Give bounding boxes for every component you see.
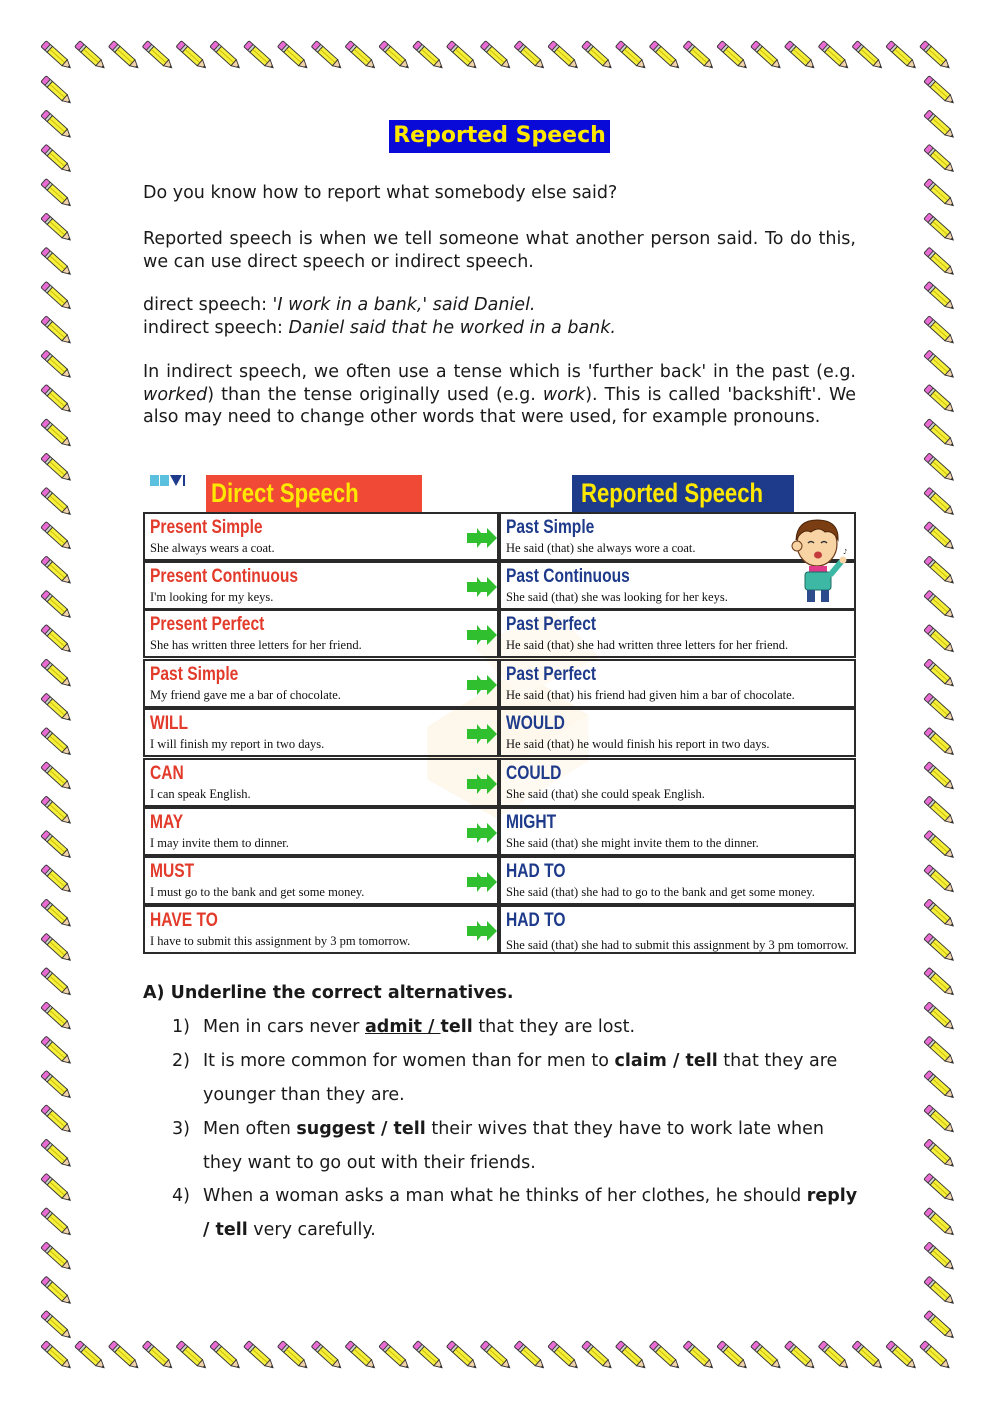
exercise-heading: A) Underline the correct alternatives. [143, 983, 514, 1003]
pencil-icon [924, 1242, 956, 1272]
pencil-icon [924, 556, 956, 586]
pencil-icon [924, 967, 956, 997]
pencil-icon [41, 556, 73, 586]
pencil-icon [548, 1341, 580, 1371]
item-number: 3) [172, 1119, 190, 1139]
pencil-icon [924, 1070, 956, 1100]
option-suggest[interactable]: suggest [296, 1119, 375, 1139]
pencil-icon [924, 762, 956, 792]
pencil-icon [924, 830, 956, 860]
title-wrap [143, 120, 856, 153]
pencil-icon [751, 41, 783, 71]
direct-tense: CAN [150, 763, 184, 784]
pencil-icon [379, 1341, 411, 1371]
pencil-icon [379, 41, 411, 71]
reported-example: She said (that) she might invite them to the dinner. [506, 836, 759, 850]
pencil-icon [924, 316, 956, 346]
pencil-icon [41, 624, 73, 654]
option-reply[interactable]: reply [806, 1186, 858, 1206]
reported-example: He said (that) he would finish his report in two days. [506, 737, 770, 751]
pencil-icon [649, 1341, 681, 1371]
direct-cell [143, 659, 499, 708]
option-separator: / [666, 1051, 686, 1071]
pencil-icon [924, 1173, 956, 1203]
reported-example: She said (that) she had to go to the bank and get some money. [506, 885, 815, 899]
chart-row [143, 561, 856, 610]
direct-example: I must go to the bank and get some money. [150, 885, 365, 899]
pencil-icon [924, 281, 956, 311]
pencil-icon [446, 1341, 478, 1371]
pencil-icon [920, 41, 952, 71]
pencil-icon [852, 41, 884, 71]
direct-example: My friend gave me a bar of chocolate. [150, 688, 341, 702]
pencil-icon [480, 1341, 512, 1371]
reported-example: She said (that) she was looking for her keys. [506, 590, 728, 604]
pencil-icon [649, 41, 681, 71]
reported-cell [499, 758, 856, 807]
direct-tense: WILL [150, 713, 189, 734]
pencil-icon [582, 41, 614, 71]
pencil-icon [176, 41, 208, 71]
reported-cell [499, 856, 856, 905]
pencil-icon [41, 830, 73, 860]
pencil-icon [41, 590, 73, 620]
direct-cell [143, 512, 499, 561]
arrow-right-icon [467, 577, 499, 597]
reported-tense: Past Perfect [506, 664, 597, 685]
pencil-icon [924, 522, 956, 552]
chart-row [143, 512, 856, 561]
pencil-icon [446, 41, 478, 71]
pencil-icon [41, 76, 73, 106]
pencil-icon [41, 179, 73, 209]
reported-tense: MIGHT [506, 812, 557, 833]
pencil-icon [886, 1341, 918, 1371]
pencil-icon [924, 693, 956, 723]
pencil-icon [924, 933, 956, 963]
intro-definition: Reported speech is when we tell someone what another person said. To do this, we can use direct speech or indirect speech. [143, 229, 856, 272]
pencil-icon [548, 41, 580, 71]
intro-question: Do you know how to report what somebody else said? [143, 183, 618, 203]
option-separator: / [421, 1017, 441, 1037]
item-text-before: It is more common for women than for men to [203, 1051, 615, 1071]
direct-tense: HAVE TO [150, 910, 218, 931]
item-number: 4) [172, 1186, 190, 1206]
pencil-icon [886, 41, 918, 71]
pencil-icon [41, 1208, 73, 1238]
pencil-icon [924, 1002, 956, 1032]
arrow-right-icon [467, 921, 499, 941]
direct-example: She always wears a coat. [150, 541, 275, 555]
pencil-icon [924, 624, 956, 654]
pencil-icon [818, 41, 850, 71]
reported-tense: Past Perfect [506, 614, 597, 635]
pencil-icon [41, 1310, 73, 1340]
option-claim[interactable]: claim [614, 1051, 667, 1071]
reported-tense: WOULD [506, 713, 565, 734]
pencil-icon [784, 1341, 816, 1371]
direct-label: direct speech: [143, 295, 273, 315]
pencil-icon [924, 1139, 956, 1169]
pencil-icon [41, 693, 73, 723]
pencil-icon [480, 41, 512, 71]
pencil-icon [41, 1173, 73, 1203]
pencil-icon [41, 522, 73, 552]
item-text-before: When a woman asks a man what he thinks of her clothes, he should [203, 1186, 807, 1206]
pencil-icon [41, 796, 73, 826]
item-text [203, 1179, 863, 1247]
pencil-icon [751, 1341, 783, 1371]
pencil-icon [924, 419, 956, 449]
pencil-icon [41, 1242, 73, 1272]
pencil-icon [924, 899, 956, 929]
pencil-icon [41, 384, 73, 414]
pencil-icon [615, 1341, 647, 1371]
direct-example: I will finish my report in two days. [150, 737, 325, 751]
pencil-icon [142, 1341, 174, 1371]
pencil-icon [41, 487, 73, 517]
pencil-icon [345, 1341, 377, 1371]
pencil-icon [924, 384, 956, 414]
pencil-icon [818, 1341, 850, 1371]
direct-tense: Present Simple [150, 517, 263, 538]
reported-tense: Past Continuous [506, 566, 630, 587]
reported-tense: HAD TO [506, 861, 566, 882]
pencil-icon [924, 1276, 956, 1306]
pencil-icon [615, 41, 647, 71]
pencil-icon [924, 144, 956, 174]
pencil-icon [41, 659, 73, 689]
pencil-icon [41, 899, 73, 929]
pencil-icon [277, 41, 309, 71]
chart-row [143, 905, 856, 954]
chart-row [143, 659, 856, 708]
direct-example: I'm looking for my keys. [150, 590, 274, 604]
item-number: 1) [172, 1017, 190, 1037]
pencil-icon [924, 659, 956, 689]
reported-tense: HAD TO [506, 910, 566, 931]
pencil-icon [924, 247, 956, 277]
pencil-icon [41, 933, 73, 963]
pencil-icon [176, 1341, 208, 1371]
item-text-after: their wives that they have to work late when they want to go out with their friends. [203, 1119, 824, 1173]
item-text-after: that they are younger than they are. [203, 1051, 838, 1105]
pencil-icon [924, 350, 956, 380]
pencil-icon [683, 1341, 715, 1371]
pencil-icon [514, 1341, 546, 1371]
item-text-before: Men in cars never [203, 1017, 365, 1037]
item-text-before: Men often [203, 1119, 297, 1139]
pencil-icon [41, 1070, 73, 1100]
pencil-icon [41, 41, 73, 71]
pencil-icon [41, 281, 73, 311]
pencil-icon [924, 1036, 956, 1066]
direct-tense: Present Perfect [150, 614, 265, 635]
pencil-icon [582, 1341, 614, 1371]
direct-speech-header: Direct Speech [211, 478, 359, 508]
pencil-icon [75, 1341, 107, 1371]
direct-cell [143, 807, 499, 856]
reported-example: He said (that) his friend had given him a bar of chocolate. [506, 688, 795, 702]
item-text-after: very carefully. [247, 1220, 376, 1240]
pencil-icon [41, 350, 73, 380]
pencil-icon [142, 41, 174, 71]
direct-cell [143, 905, 499, 954]
option-tell[interactable]: tell [393, 1119, 426, 1139]
pencil-icon [717, 1341, 749, 1371]
item-number: 2) [172, 1051, 190, 1071]
pencil-icon [41, 1276, 73, 1306]
pencil-icon [41, 1105, 73, 1135]
pencil-icon [924, 453, 956, 483]
pencil-icon [924, 1105, 956, 1135]
pencil-icon [311, 1341, 343, 1371]
item-text [203, 1010, 863, 1044]
pencil-icon [41, 1139, 73, 1169]
pencil-icon [41, 213, 73, 243]
chart-row [143, 609, 856, 658]
direct-cell [143, 758, 499, 807]
reported-example: She said (that) she could speak English. [506, 787, 705, 801]
pencil-icon [924, 1310, 956, 1340]
backshift-text-3: ). This is called 'backshift'. We also may need to change other words that were used, for example pronouns. [143, 384, 856, 427]
reported-example: She said (that) she had to submit this assignment by 3 pm tomorrow. [506, 938, 849, 952]
intro-examples [143, 294, 856, 339]
page-title: Reported Speech [389, 120, 610, 153]
pencil-icon [514, 41, 546, 71]
indirect-example: Daniel said that he worked in a bank. [288, 317, 616, 338]
pencil-icon [924, 865, 956, 895]
arrow-right-icon [467, 724, 499, 744]
pencil-icon [41, 247, 73, 277]
chart-row [143, 807, 856, 856]
pencil-icon [924, 487, 956, 517]
pencil-icon [920, 1341, 952, 1371]
pencil-icon [924, 213, 956, 243]
reported-cell [499, 905, 856, 954]
direct-tense: Past Simple [150, 664, 239, 685]
publisher-logo-icon [150, 473, 188, 487]
pencil-icon [924, 1208, 956, 1238]
direct-example: 'I work in a bank,' said Daniel. [272, 295, 536, 315]
direct-cell [143, 708, 499, 757]
arrow-right-icon [467, 675, 499, 695]
pencil-icon [75, 41, 107, 71]
backshift-text-1: In indirect speech, we often use a tense which is 'further back' in the past (e.g. [143, 362, 856, 382]
direct-example: I may invite them to dinner. [150, 836, 289, 850]
item-text [203, 1112, 863, 1180]
pencil-icon [413, 41, 445, 71]
boy-illustration-icon [783, 514, 851, 606]
pencil-icon [108, 41, 140, 71]
pencil-icon [924, 727, 956, 757]
pencil-icon [784, 41, 816, 71]
arrow-right-icon [467, 872, 499, 892]
reported-example: He said (that) she had written three letters for her friend. [506, 638, 789, 652]
direct-example: I can speak English. [150, 787, 251, 801]
arrow-right-icon [467, 528, 499, 548]
pencil-icon [41, 967, 73, 997]
arrow-right-icon [467, 823, 499, 843]
pencil-icon [924, 590, 956, 620]
pencil-icon [244, 1341, 276, 1371]
chart-row [143, 856, 856, 905]
reported-tense: COULD [506, 763, 562, 784]
option-tell[interactable]: tell [685, 1051, 718, 1071]
chart-row [143, 758, 856, 807]
pencil-icon [41, 1002, 73, 1032]
item-text [203, 1044, 863, 1112]
reported-tense: Past Simple [506, 517, 595, 538]
backshift-work: work [542, 384, 586, 405]
indirect-label: indirect speech: [143, 317, 289, 338]
item-text-after: that they are lost. [472, 1017, 636, 1037]
pencil-icon [210, 41, 242, 71]
backshift-worked: worked [143, 384, 208, 405]
direct-example: She has written three letters for her friend. [150, 638, 362, 652]
direct-cell [143, 609, 499, 658]
pencil-icon [41, 1341, 73, 1371]
svg-text:♪: ♪ [843, 548, 848, 556]
reported-cell [499, 708, 856, 757]
direct-cell [143, 856, 499, 905]
backshift-paragraph [143, 361, 856, 429]
direct-tense: MUST [150, 861, 195, 882]
reported-speech-header: Reported Speech [581, 478, 764, 508]
pencil-icon [41, 110, 73, 140]
direct-example: I have to submit this assignment by 3 pm tomorrow. [150, 934, 411, 948]
pencil-icon [413, 1341, 445, 1371]
pencil-icon [852, 1341, 884, 1371]
reported-speech-chart [143, 470, 856, 958]
pencil-icon [277, 1341, 309, 1371]
arrow-right-icon [467, 774, 499, 794]
option-tell[interactable]: tell [440, 1017, 473, 1037]
pencil-icon [244, 41, 276, 71]
direct-tense: MAY [150, 812, 184, 833]
pencil-icon [41, 453, 73, 483]
pencil-icon [717, 41, 749, 71]
pencil-icon [41, 727, 73, 757]
pencil-icon [41, 762, 73, 792]
chart-row [143, 708, 856, 757]
option-tell[interactable]: tell [215, 1220, 248, 1240]
pencil-icon [210, 1341, 242, 1371]
reported-cell [499, 807, 856, 856]
reported-cell [499, 659, 856, 708]
pencil-icon [41, 316, 73, 346]
pencil-icon [41, 144, 73, 174]
pencil-icon [924, 179, 956, 209]
pencil-icon [924, 110, 956, 140]
reported-example: He said (that) she always wore a coat. [506, 541, 696, 555]
option-admit[interactable]: admit [365, 1017, 422, 1037]
backshift-text-2: ) than the tense originally used (e.g. [207, 384, 543, 405]
direct-cell [143, 561, 499, 610]
pencil-icon [924, 796, 956, 826]
pencil-icon [41, 865, 73, 895]
reported-cell [499, 609, 856, 658]
option-separator: / [374, 1119, 394, 1139]
pencil-icon [108, 1341, 140, 1371]
pencil-icon [41, 419, 73, 449]
pencil-icon [924, 76, 956, 106]
direct-tense: Present Continuous [150, 566, 299, 587]
arrow-right-icon [467, 625, 499, 645]
pencil-icon [683, 41, 715, 71]
option-separator: / [203, 1220, 216, 1240]
pencil-icon [41, 1036, 73, 1066]
pencil-icon [345, 41, 377, 71]
pencil-icon [311, 41, 343, 71]
